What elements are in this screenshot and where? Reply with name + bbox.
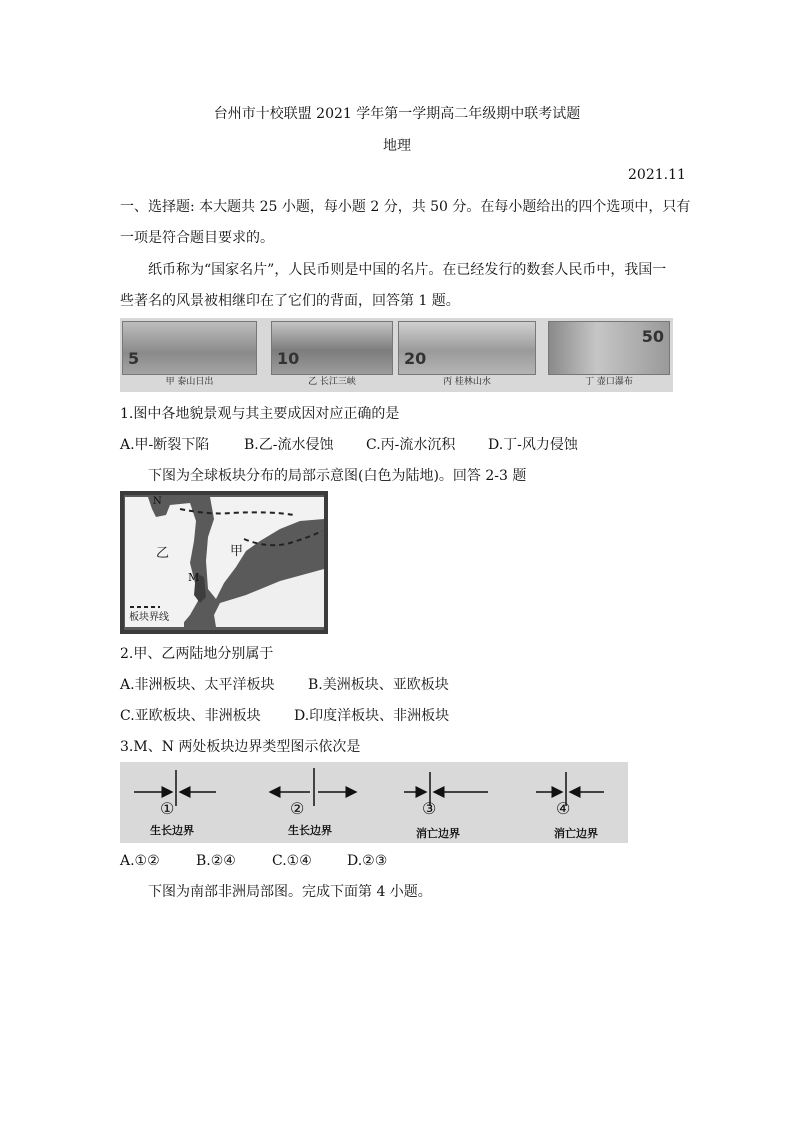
banknote-jia bbox=[122, 321, 257, 389]
question-2-stem: 2.甲、乙两陆地分别属于 bbox=[120, 646, 274, 662]
question-2-option-a[interactable]: A.非洲板块、太平洋板块 bbox=[120, 677, 275, 693]
boundary-label-3: 消亡边界 bbox=[416, 827, 460, 840]
map-label-jia: 甲 bbox=[230, 544, 244, 559]
banknote-value: 50 bbox=[641, 327, 664, 346]
boundary-arrows-svg bbox=[120, 762, 628, 843]
question-3-option-d[interactable]: D.②③ bbox=[347, 853, 388, 869]
exam-date: 2021.11 bbox=[628, 167, 686, 183]
question-1-option-c[interactable]: C.丙-流水沉积 bbox=[366, 437, 456, 453]
exam-title: 台州市十校联盟 2021 学年第一学期高二年级期中联考试题 bbox=[213, 106, 581, 122]
plate-map-image bbox=[120, 491, 328, 634]
boundary-num-4: ④ bbox=[556, 799, 571, 818]
intro-southern-africa: 下图为南部非洲局部图。完成下面第 4 小题。 bbox=[148, 884, 432, 900]
banknote-value: 20 bbox=[404, 349, 427, 368]
question-2-option-c[interactable]: C.亚欧板块、非洲板块 bbox=[120, 708, 261, 724]
section-instructions-line1: 一、选择题: 本大题共 25 小题，每小题 2 分，共 50 分。在每小题给出的四个选项中，只有 bbox=[120, 199, 691, 215]
question-1-option-b[interactable]: B.乙-流水侵蚀 bbox=[244, 437, 334, 453]
banknote-caption: 甲 泰山日出 bbox=[165, 377, 214, 387]
question-2-option-b[interactable]: B.美洲板块、亚欧板块 bbox=[308, 677, 449, 693]
boundary-label-1: 生长边界 bbox=[150, 824, 194, 837]
intro-plate-map: 下图为全球板块分布的局部示意图(白色为陆地)。回答 2-3 题 bbox=[148, 468, 527, 484]
boundary-label-2: 生长边界 bbox=[288, 824, 332, 837]
subject-title: 地理 bbox=[383, 138, 411, 154]
section-instructions-line2: 一项是符合题目要求的。 bbox=[120, 230, 274, 246]
map-label-n: N bbox=[153, 496, 162, 507]
boundary-num-1: ① bbox=[160, 799, 175, 818]
map-label-m: M bbox=[188, 571, 200, 584]
boundary-num-2: ② bbox=[290, 799, 305, 818]
boundary-num-3: ③ bbox=[422, 799, 437, 818]
question-3-option-c[interactable]: C.①④ bbox=[272, 853, 312, 869]
question-2-option-d[interactable]: D.印度洋板块、非洲板块 bbox=[294, 708, 450, 724]
question-3-option-b[interactable]: B.②④ bbox=[196, 853, 236, 869]
question-1-option-a[interactable]: A.甲-断裂下陷 bbox=[120, 437, 210, 453]
plate-boundary-diagrams bbox=[120, 762, 628, 843]
question-3-option-a[interactable]: A.①② bbox=[120, 853, 160, 869]
banknote-ding bbox=[548, 321, 670, 389]
banknote-caption: 丁 壶口瀑布 bbox=[585, 377, 633, 387]
map-label-yi: 乙 bbox=[156, 546, 170, 561]
question-3-stem: 3.M、N 两处板块边界类型图示依次是 bbox=[120, 739, 361, 755]
banknote-caption: 丙 桂林山水 bbox=[443, 377, 491, 387]
banknote-yi bbox=[271, 321, 393, 389]
question-1-option-d[interactable]: D.丁-风力侵蚀 bbox=[488, 437, 578, 453]
intro-paragraph-line1: 纸币称为“国家名片”，人民币则是中国的名片。在已经发行的数套人民币中，我国一 bbox=[148, 262, 667, 278]
banknote-value: 5 bbox=[128, 349, 140, 368]
map-legend-label: 板块界线 bbox=[129, 612, 169, 623]
banknote-bing bbox=[398, 321, 536, 389]
banknotes-image bbox=[120, 318, 673, 392]
banknote-value: 10 bbox=[277, 349, 300, 368]
intro-paragraph-line2: 些著名的风景被相继印在了它们的背面，回答第 1 题。 bbox=[120, 293, 460, 309]
question-1-stem: 1.图中各地貌景观与其主要成因对应正确的是 bbox=[120, 406, 400, 422]
banknote-caption: 乙 长江三峡 bbox=[308, 377, 356, 387]
boundary-label-4: 消亡边界 bbox=[554, 827, 598, 840]
